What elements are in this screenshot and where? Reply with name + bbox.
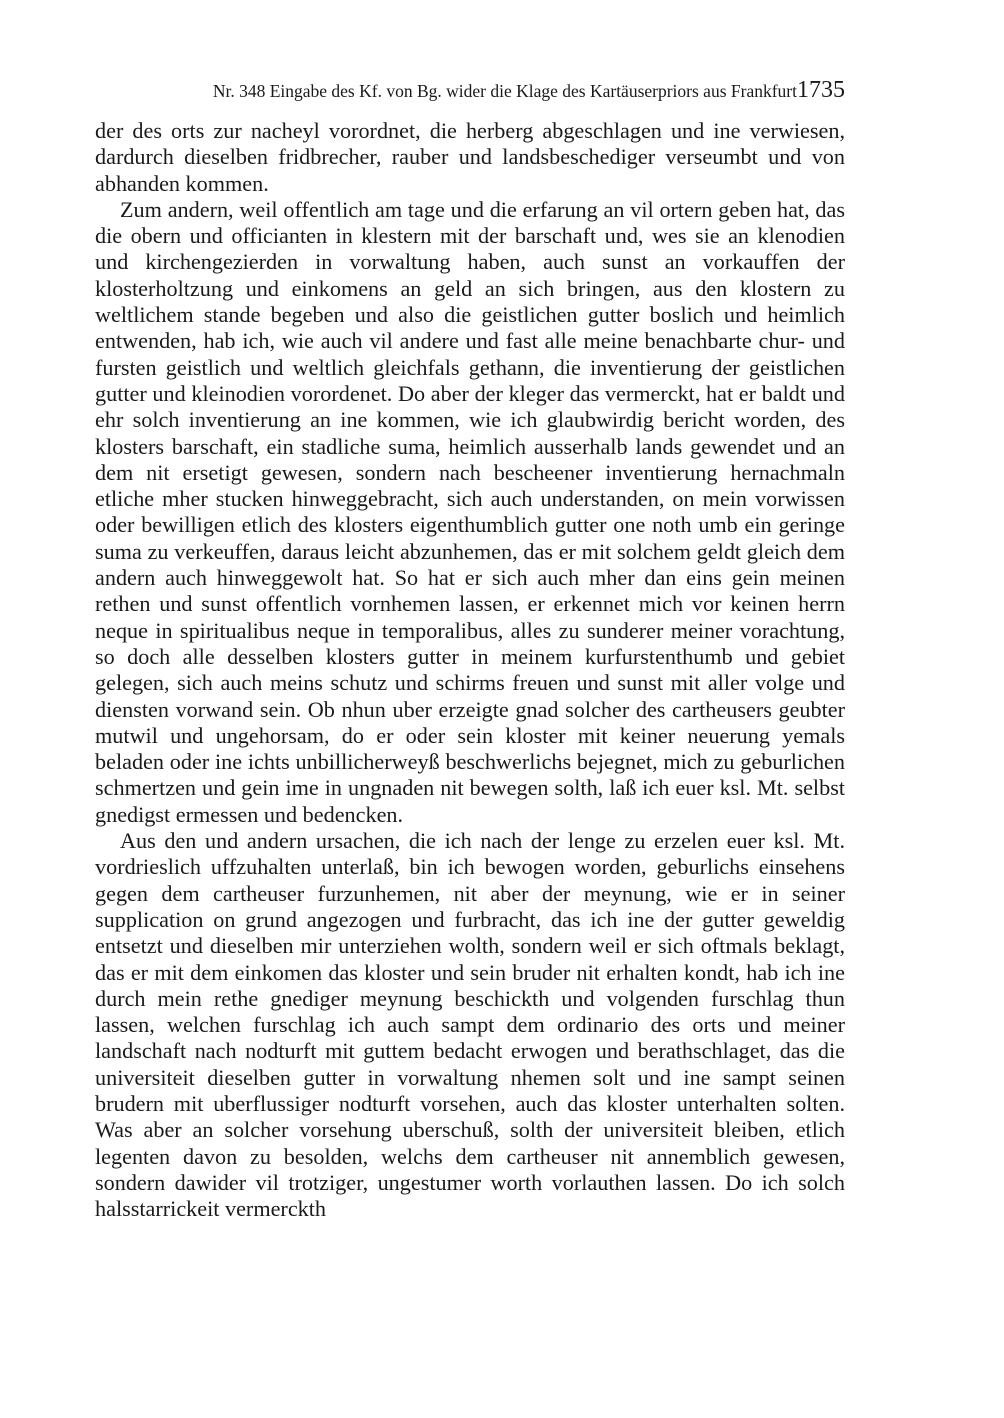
document-page [95, 78, 845, 1222]
page-number: 1735 [797, 77, 845, 103]
body-text [95, 118, 845, 1222]
paragraph-aus-den: Aus den und andern ursachen, die ich nach der lenge zu erzelen euer ksl. Mt. vordrieslich uffzuhalten unterlaß, bin ich bewogen worden, geburlichs einsehens gegen dem cartheuser furzunhemen, nit aber der meynung, wie er in seiner supplication on grund angezogen und furbracht, das ich ine der gutter geweldig entsetzt und dieselben mir unterziehen wolth, sondern weil er sich oftmals beklagt, das er mit dem einkomen das kloster und sein bruder nit erhalten kondt, hab ich ine durch mein rethe gnediger meynung beschickth und volgenden furschlag thun lassen, welchen furschlag ich auch sampt dem ordinario des orts und meiner landschaft nach nodturft mit guttem bedacht erwogen und berathschlaget, das die universiteit dieselben gutter in vorwaltung nhemen solt und ine sampt seinen brudern mit uberflussiger nodturft vorsehen, auch das kloster unterhalten solten. Was aber an solcher vorsehung uberschuß, solth der universiteit bleiben, etlich legenten davon zu besolden, welchs dem cartheuser nit annemblich gewesen, sondern dawider vil trotziger, ungestumer worth vorlauthen lassen. Do ich solch halsstarrickeit vermerckth [95, 828, 845, 1222]
running-header [95, 78, 845, 106]
running-title: Nr. 348 Eingabe des Kf. von Bg. wider die Klage des Kartäuserpriors aus Frankfurt [212, 81, 797, 101]
paragraph-zum-andern: Zum andern, weil offentlich am tage und die erfarung an vil ortern geben hat, das die obern und officianten in klestern mit der barschaft und, wes sie an klenodien und kirchengezierden in vorwaltung haben, auch sunst an vorkauffen der klosterholtzung und einkomens an geld an sich bringen, aus den klostern zu weltlichem stande begeben und also die geistlichen gutter boslich und heimlich entwenden, hab ich, wie auch vil andere und fast alle meine benachbarte chur- und fursten geistlich und weltlich gleichfals gethann, die inventierung der geistlichen gutter und kleinodien vorordenet. Do aber der kleger das vermerckt, hat er baldt und ehr solch inventierung an ine kommen, wie ich glaubwirdig bericht worden, des klosters barschaft, ein stadliche suma, heimlich ausserhalb lands gewendet und an dem nit ersetigt gewesen, sondern nach bescheener inventierung hernachmaln etliche mher stucken hinweggebracht, sich auch understanden, on mein vorwissen oder bewilligen etlich des klosters eigenthumblich gutter one noth umb ein geringe suma zu verkeuffen, daraus leicht abzunhemen, das er mit solchem geldt gleich dem andern auch hinweggewolt hat. So hat er sich auch mher dan eins gein meinen rethen und sunst offentlich vornhemen lassen, er erkennet mich vor keinen herrn neque in spiritualibus neque in temporalibus, alles zu sunderer meiner vorachtung, so doch alle desselben klosters gutter in meinem kurfurstenthumb und gebiet gelegen, sich auch meins schutz und schirms freuen und sunst mit aller volge und diensten vorwand sein. Ob nhun uber erzeigte gnad solcher des cartheusers geubter mutwil und ungehorsam, do er oder sein kloster mit keiner neuerung yemals beladen oder ine ichts unbillicherweyß beschwerlichs bejegnet, mich zu geburlichen schmertzen und gein ime in ungnaden nit bewegen solth, laß ich euer ksl. Mt. selbst gnedigst ermessen und bedencken. [95, 196, 845, 827]
paragraph-continuation: der des orts zur nacheyl vorordnet, die herberg abgeschlagen und ine verwiesen, dardurch dieselben fridbrecher, rauber und landsbeschediger verseumbt und von abhanden kommen. [95, 118, 845, 196]
